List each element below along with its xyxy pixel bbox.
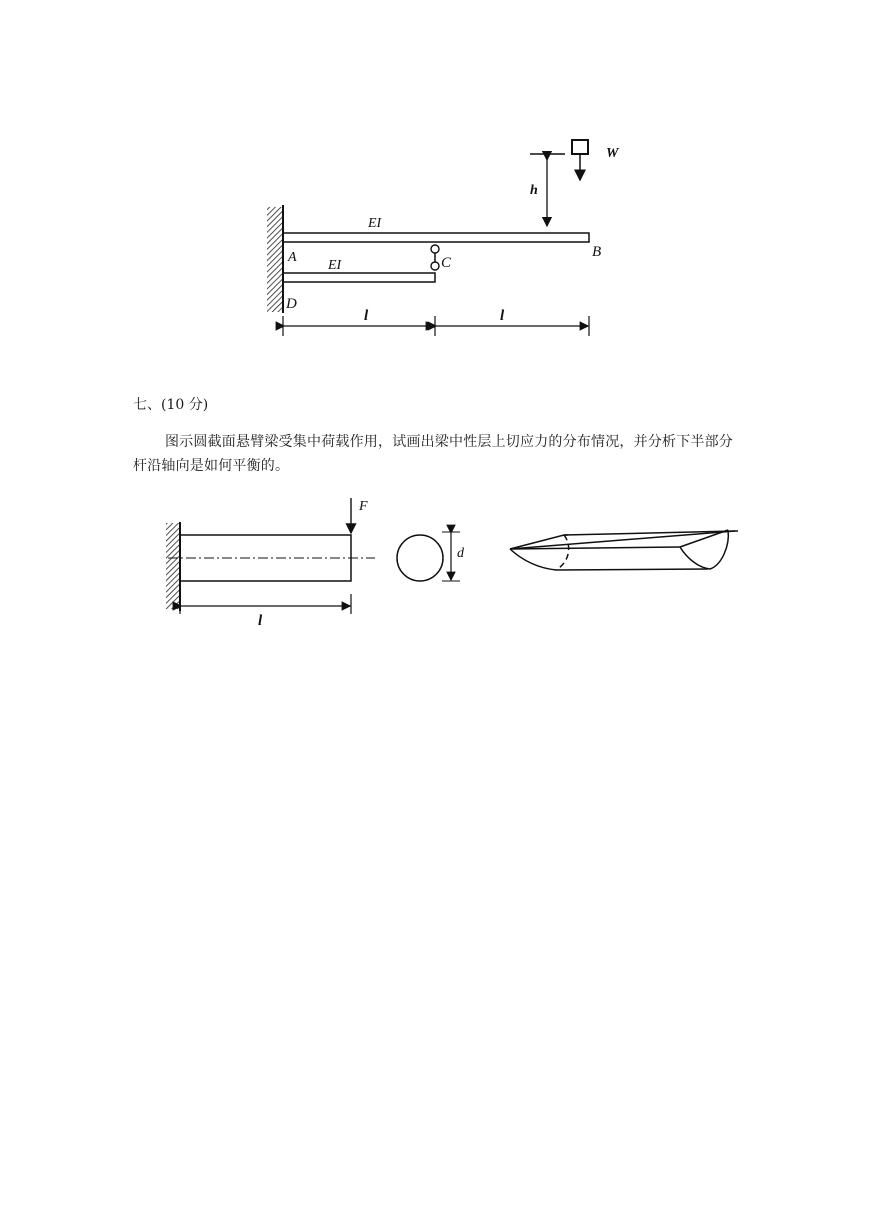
hinge-c-bottom [431,262,439,270]
weight-block [572,140,588,154]
beam-ab [283,233,589,242]
label-b: B [592,244,602,260]
label-ei-top: EI [368,216,382,231]
figure-circular-cantilever [160,490,750,640]
figure-beam-impact [250,130,670,350]
hinge-c-top [431,245,439,253]
label-l-right: l [500,308,505,324]
question-7-heading: 七、(10 分) [133,397,209,413]
label-w: W [606,146,619,161]
wall-hatch [267,207,283,312]
label-h: h [530,183,538,198]
cross-section-circle [397,535,443,581]
label-l-left: l [364,308,369,324]
label-a: A [288,250,297,265]
label-ei-bottom: EI [328,258,342,273]
question-7-text: 图示圆截面悬臂梁受集中荷载作用，试画出梁中性层上切应力的分布情况，并分析下半部分杆沿轴向是如何平衡的。 [133,434,733,474]
label-d: D [286,296,297,312]
label-d: d [457,546,464,561]
beam-dc [283,273,435,282]
label-l: l [258,613,263,629]
label-f: F [359,499,368,514]
label-c: C [441,255,452,271]
wall-hatch-2 [166,523,180,609]
half-cylinder [510,530,738,570]
